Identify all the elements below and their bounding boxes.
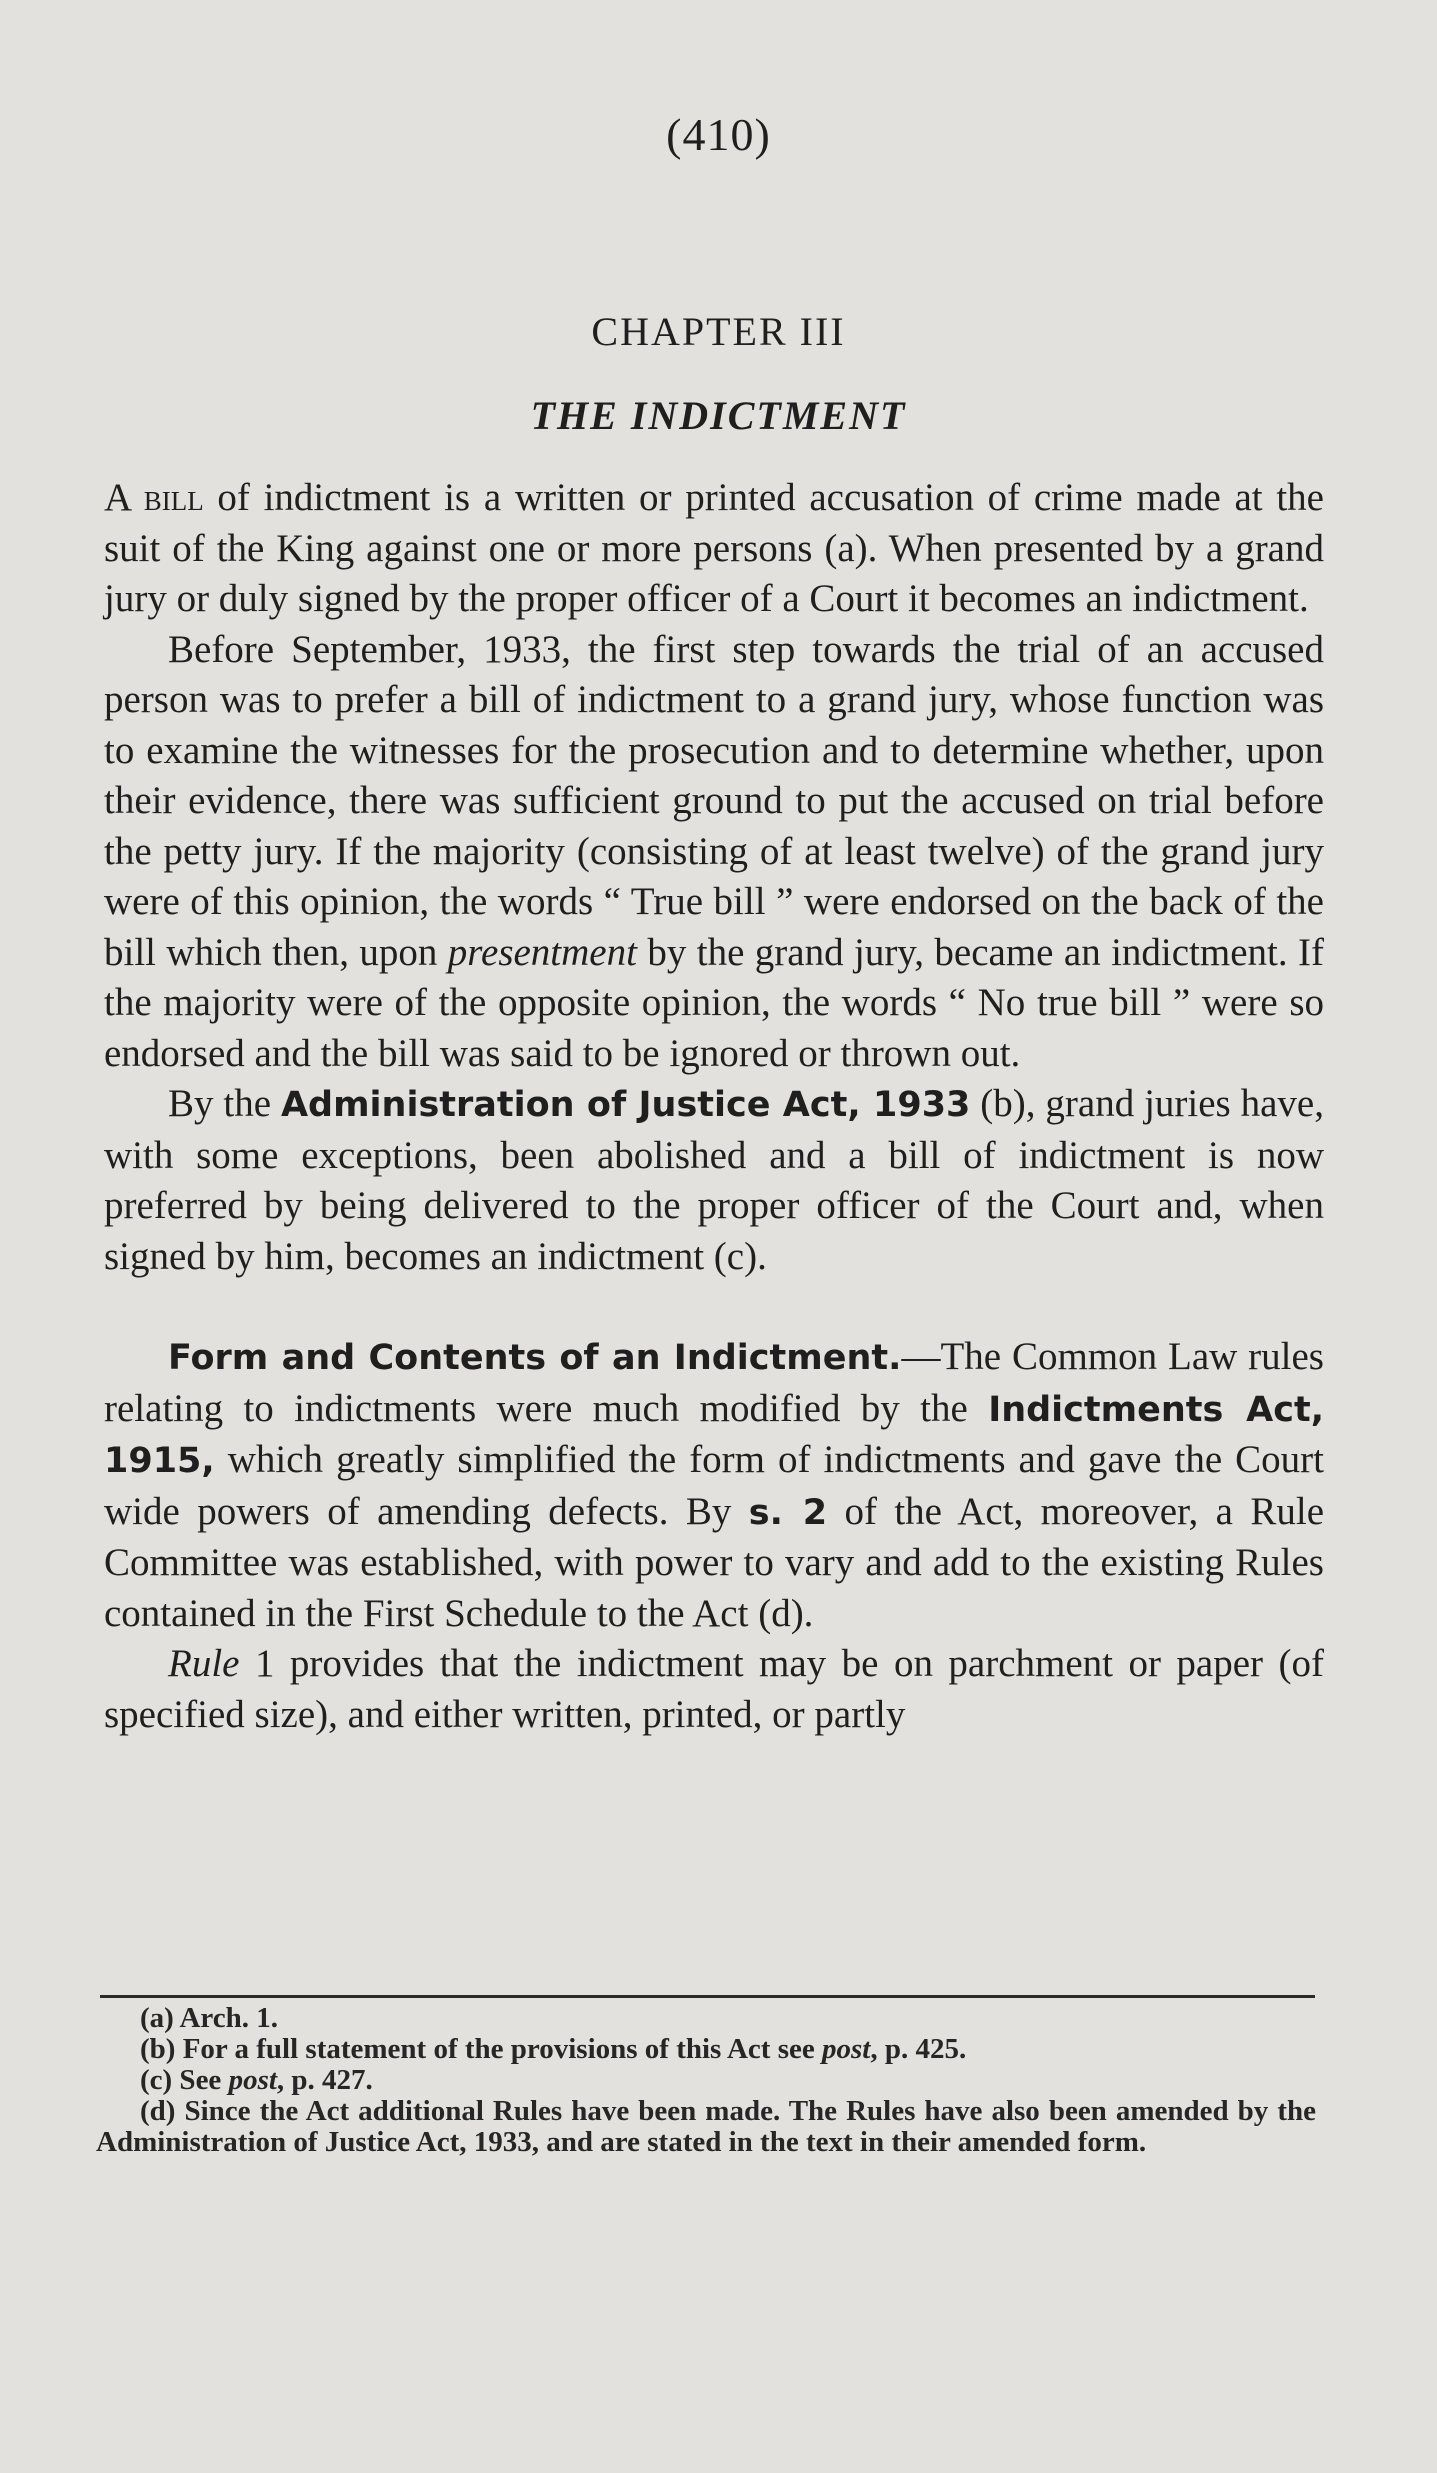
footnote-b <box>96 2034 1316 2065</box>
paragraph-4-text-3: of the Act, moreover, a Rule Committee was established, with power to vary and add to the existing Rules contained in the First Schedule to the Act (d). <box>104 1489 1325 1635</box>
footnote-c-text-2: , p. 427. <box>276 2064 373 2096</box>
chapter-heading: CHAPTER III <box>591 309 846 354</box>
footnote-b-text-1: (b) For a full statement of the provisions of this Act see <box>140 2033 822 2065</box>
body-text <box>104 473 1324 1740</box>
paragraph-1-text: of indictment is a written or printed accusation of crime made at the suit of the King against one or more persons (a). When presented by a grand jury or duly signed by the proper officer of a Court it becomes an indictment. <box>104 476 1324 620</box>
footnote-divider <box>100 1995 1315 1998</box>
rule-term: Rule <box>168 1642 240 1685</box>
presentment-term: presentment <box>447 930 637 974</box>
paragraph-2-text-2: by the grand jury, became an indictment. If the majority were of the opposite opinion, the words “ No true bill ” were so endorsed and the bill was said to be ignored or thrown out. <box>104 930 1324 1075</box>
paragraph-5-text: 1 provides that the indictment may be on parchment or paper (of specified size), and either written, printed, or partly <box>104 1642 1324 1736</box>
paragraph-3-text-1: By the <box>168 1082 281 1125</box>
footnote-c-post: post <box>228 2064 277 2096</box>
footnote-c-text-1: (c) See <box>140 2064 229 2096</box>
bill-lead: A bill <box>104 476 204 519</box>
footnote-b-post: post <box>821 2033 871 2065</box>
section-heading: Form and Contents of an Indictment. <box>168 1338 902 1378</box>
footnote-d: (d) Since the Act additional Rules have been made. The Rules have also been amended by the Administration of Justice Act, 1933, and are stated in the text in their amended form. <box>96 2095 1316 2158</box>
paragraph-2 <box>104 625 1324 1080</box>
footnote-a: (a) Arch. 1. <box>140 2002 279 2034</box>
footnote-b-text-2: , p. 425. <box>870 2033 967 2065</box>
chapter-title: THE INDICTMENT <box>530 393 907 438</box>
paragraph-1 <box>104 473 1324 625</box>
act-1933-name: Administration of Justice Act, 1933 <box>280 1085 971 1125</box>
section-reference: s. 2 <box>748 1492 828 1533</box>
paragraph-4-text-1: —The Common Law rules relating to indictments were much modified by the <box>104 1335 1324 1430</box>
paragraph-3 <box>104 1079 1324 1282</box>
paragraph-4-text-2: which greatly simplified the form of indictments and gave the Court wide powers of amending defects. By <box>104 1438 1324 1533</box>
paragraph-2-text-1: Before September, 1933, the first step towards the trial of an accused person was to prefer a bill of indictment to a grand jury, whose function was to examine the witnesses for the prosecution and to determine whether, upon their evidence, there was sufficient ground to put the accused on trial before the petty jury. If the majority (consisting of at least twelve) of the grand jury were of this opinion, the words “ True bill ” were endorsed on the back of the bill which then, upon <box>104 627 1324 974</box>
act-1915-name: Indictments Act, 1915, <box>104 1389 1325 1481</box>
paragraph-3-text-2: (b), grand juries have, with some exceptions, been abolished and a bill of indictment is now preferred by being delivered to the proper officer of the Court and, when signed by him, becomes an indictment (c). <box>104 1082 1324 1278</box>
page-number: (410) <box>666 109 771 160</box>
paragraph-4 <box>104 1332 1324 1639</box>
paragraph-5 <box>104 1639 1324 1740</box>
footnote-c <box>96 2065 1316 2096</box>
footnotes <box>96 2003 1316 2158</box>
